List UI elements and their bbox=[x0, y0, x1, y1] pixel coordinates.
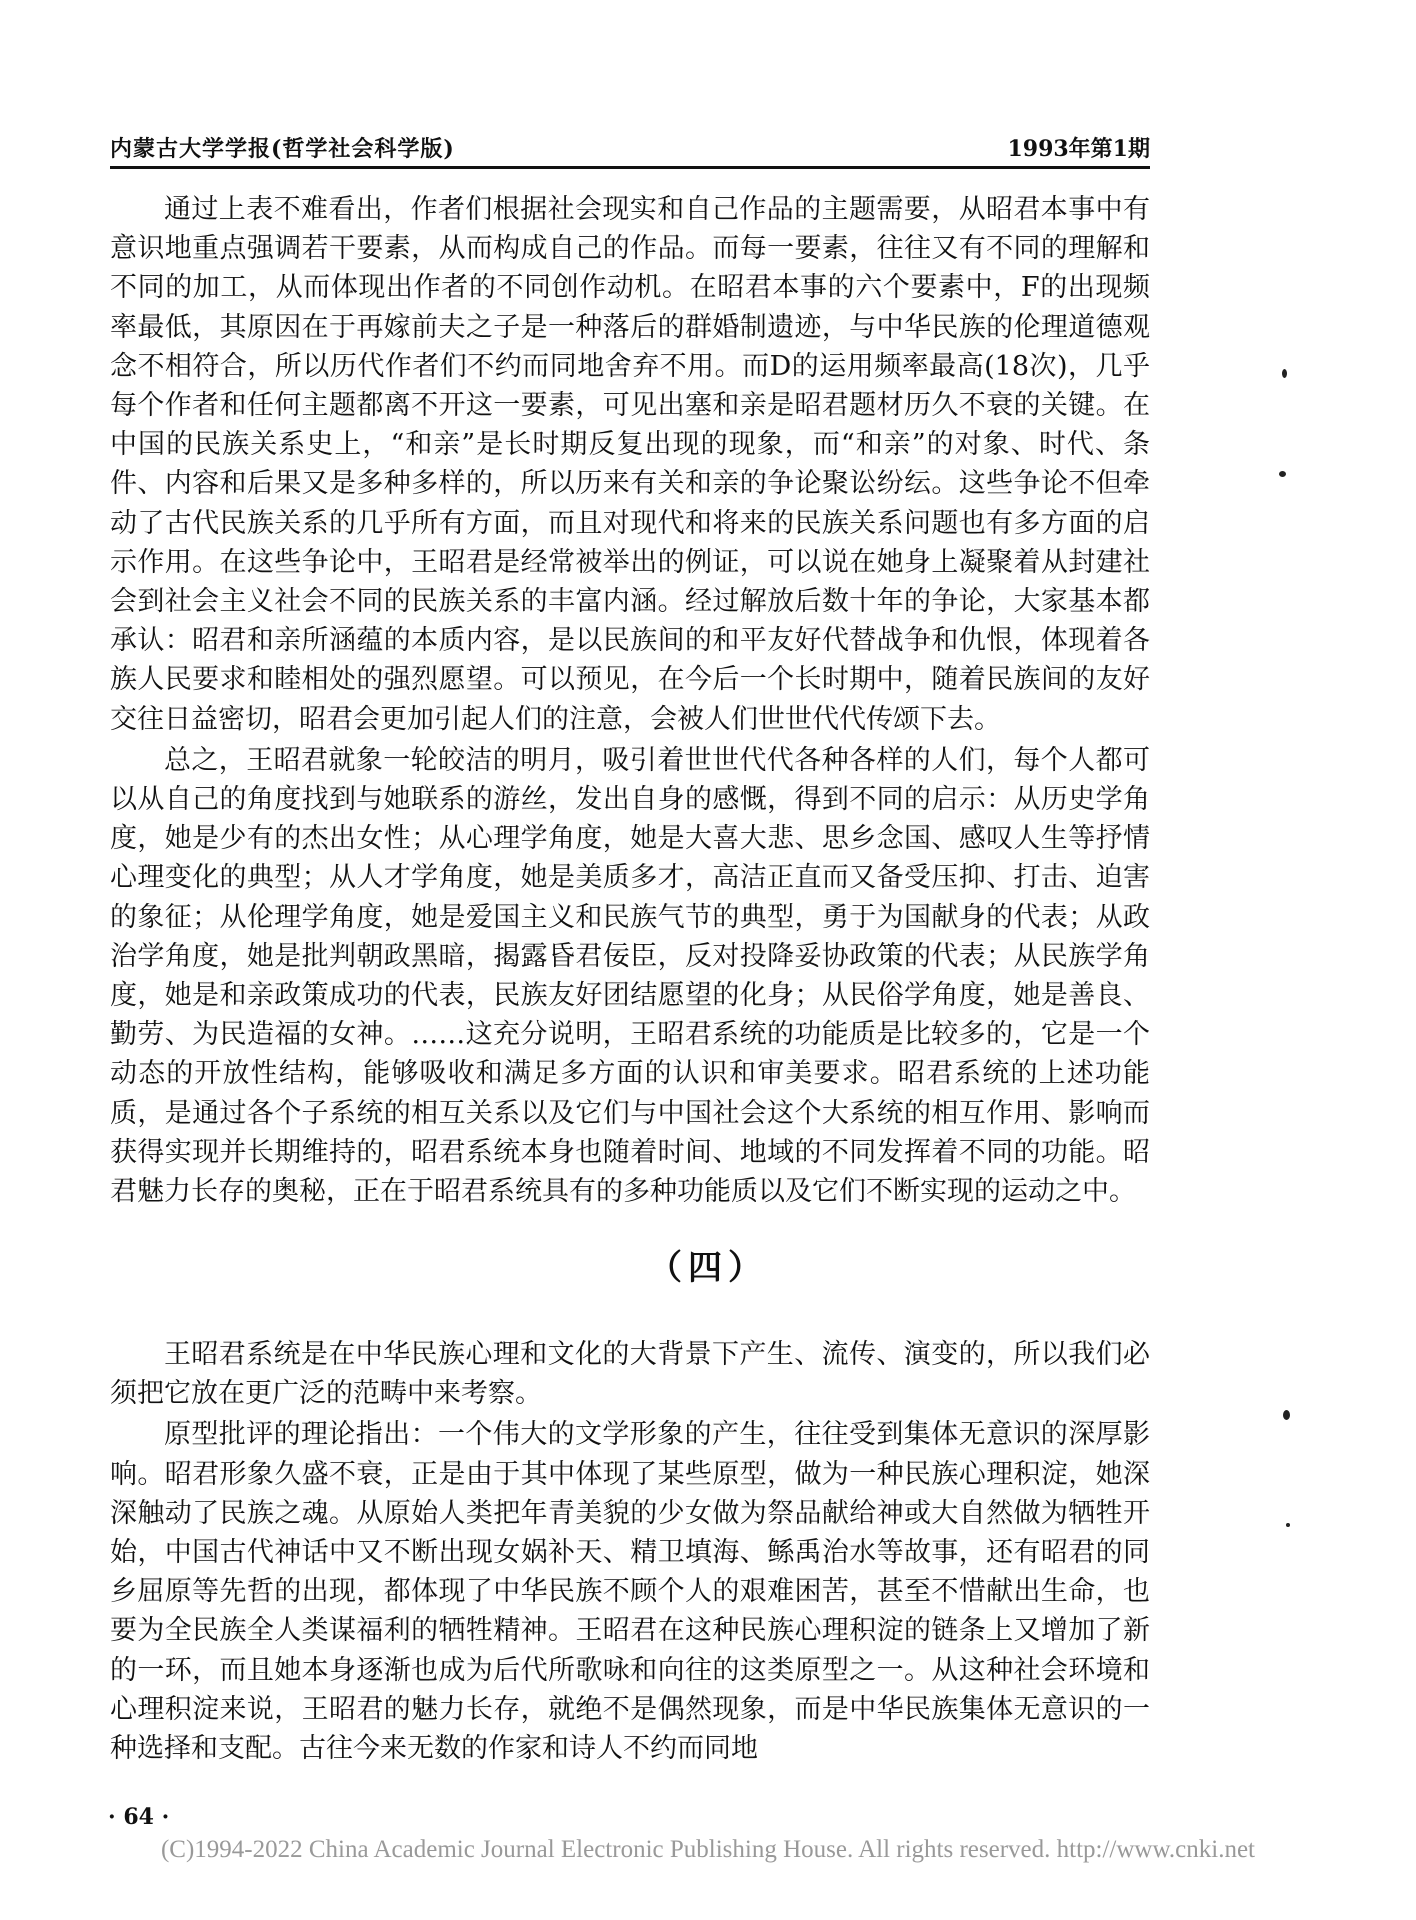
copyright-footer: (C)1994-2022 China Academic Journal Electronic Publishing House. All rights reserved. http://www.cnki.net bbox=[160, 1836, 1256, 1863]
scan-speck bbox=[1279, 471, 1286, 477]
running-header bbox=[110, 126, 1150, 166]
issue-number: 1993年第1期 bbox=[1007, 136, 1150, 162]
paragraph: 王昭君系统是在中华民族心理和文化的大背景下产生、流传、演变的，所以我们必须把它放在更广泛的范畴中来考察。 bbox=[110, 1339, 1150, 1410]
page-number: · 64 · bbox=[108, 1804, 170, 1830]
scan-speck bbox=[1282, 369, 1287, 378]
header-rule bbox=[110, 166, 1150, 169]
paragraph: 通过上表不难看出，作者们根据社会现实和自己作品的主题需要，从昭君本事中有意识地重点强调若干要素，从而构成自己的作品。而每一要素，往往又有不同的理解和不同的加工，从而体现出作者的不同创作动机。在昭君本事的六个要素中，F的出现频率最低，其原因在于再嫁前夫之子是一种落后的群婚制遗迹，与中华民族的伦理道德观念不相符合，所以历代作者们不约而同地舍弃不用。而D的运用频率最高(18次)，几乎每个作者和任何主题都离不开这一要素，可见出塞和亲是昭君题材历久不衰的关键。在中国的民族关系史上，“和亲”是长时期反复出现的现象，而“和亲”的对象、时代、条件、内容和后果又是多种多样的，所以历来有关和亲的争论聚讼纷纭。这些争论不但牵动了古代民族关系的几乎所有方面，而且对现代和将来的民族关系问题也有多方面的启示作用。在这些争论中，王昭君是经常被举出的例证，可以说在她身上凝聚着从封建社会到社会主义社会不同的民族关系的丰富内涵。经过解放后数十年的争论，大家基本都承认：昭君和亲所涵蕴的本质内容，是以民族间的和平友好代替战争和仇恨，体现着各族人民要求和睦相处的强烈愿望。可以预见，在今后一个长时期中，随着民族间的友好交往日益密切，昭君会更加引起人们的注意，会被人们世世代代传颂下去。 bbox=[110, 194, 1150, 735]
paragraph: 总之，王昭君就象一轮皎洁的明月，吸引着世世代代各种各样的人们，每个人都可以从自己的角度找到与她联系的游丝，发出自身的感慨，得到不同的启示：从历史学角度，她是少有的杰出女性；从心理学角度，她是大喜大悲、思乡念国、感叹人生等抒情心理变化的典型；从人才学角度，她是美质多才，高洁正直而又备受压抑、打击、迫害的象征；从伦理学角度，她是爱国主义和民族气节的典型，勇于为国献身的代表；从政治学角度，她是批判朝政黑暗，揭露昏君佞臣，反对投降妥协政策的代表；从民族学角度，她是和亲政策成功的代表，民族友好团结愿望的化身；从民俗学角度，她是善良、勤劳、为民造福的女神。……这充分说明，王昭君系统的功能质是比较多的，它是一个动态的开放性结构，能够吸收和满足多方面的认识和审美要求。昭君系统的上述功能质，是通过各个子系统的相互关系以及它们与中国社会这个大系统的相互作用、影响而获得实现并长期维持的，昭君系统本身也随着时间、地域的不同发挥着不同的功能。昭君魅力长存的奥秘，正在于昭君系统具有的多种功能质以及它们不断实现的运动之中。 bbox=[110, 744, 1150, 1208]
paragraph: 原型批评的理论指出：一个伟大的文学形象的产生，往往受到集体无意识的深厚影响。昭君形象久盛不衰，正是由于其中体现了某些原型，做为一种民族心理积淀，她深深触动了民族之魂。从原始人类把年青美貌的少女做为祭品献给神或大自然做为牺牲开始，中国古代神话中又不断出现女娲补天、精卫填海、鲧禹治水等故事，还有昭君的同乡屈原等先哲的出现，都体现了中华民族不顾个人的艰难困苦，甚至不惜献出生命，也要为全民族全人类谋福利的牺牲精神。王昭君在这种民族心理积淀的链条上又增加了新的一环，而且她本身逐渐也成为后代所歌咏和向往的这类原型之一。从这种社会环境和心理积淀来说，王昭君的魅力长存，就绝不是偶然现象，而是中华民族集体无意识的一种选择和支配。古往今来无数的作家和诗人不约而同地 bbox=[110, 1419, 1150, 1765]
body-text-top bbox=[110, 190, 1150, 1213]
scan-speck bbox=[1283, 1410, 1290, 1420]
body-text-bottom bbox=[110, 1335, 1150, 1770]
scan-speck bbox=[1286, 1523, 1290, 1527]
journal-title: 内蒙古大学学报(哲学社会科学版) bbox=[110, 136, 455, 162]
section-heading: （四） bbox=[648, 1248, 768, 1288]
